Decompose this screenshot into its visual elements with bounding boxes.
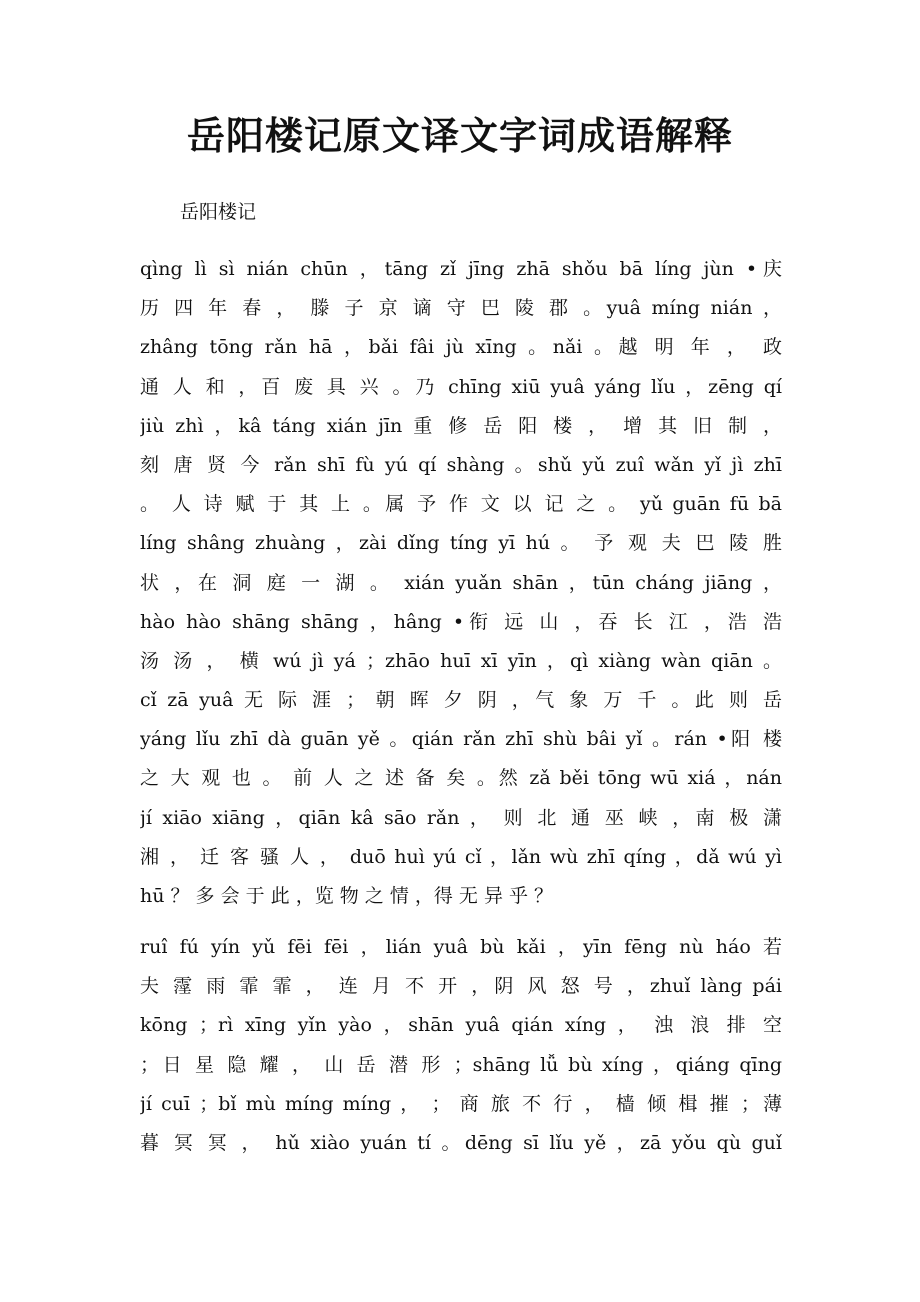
text-line: jí cuī ；bǐ mù míng míng ， ； 商 旅 不 行 ， 樯 倾 楫 摧 ；薄 [140,1092,782,1115]
text-line: 通 人 和 ，百 废 具 兴 。乃 chīng xiū yuâ yáng lǐu ，zēng qí [140,375,782,398]
document-subtitle: 岳阳楼记 [180,201,257,223]
text-line: 。 人 诗 赋 于 其 上 。属 予 作 文 以 记 之 。 yǔ guān fū bā [140,493,782,516]
text-line: 湘 ， 迁 客 骚 人 ， duō huì yú cǐ ，lǎn wù zhī qíng ，dǎ wú yì [140,845,782,868]
document-title: 岳阳楼记原文译文字词成语解释 [186,113,733,158]
text-line: ruî fú yín yǔ fēi fēi ，lián yuâ bù kǎi ，yīn fēng nù háo 若 [140,936,782,958]
text-line: 暮 冥 冥 ， hǔ xiào yuán tí 。dēng sī lǐu yě ，zā yǒu qù guǐ [140,1131,782,1154]
paragraph-1 [140,250,782,916]
text-line: 历 四 年 春 ， 滕 子 京 谪 守 巴 陵 郡 。yuâ míng nián ， [140,297,782,320]
text-line: kōng ；rì xīng yǐn yào ，shān yuâ qián xíng ， 浊 浪 排 空 [140,1014,782,1037]
text-line: cǐ zā yuâ 无 际 涯 ； 朝 晖 夕 阴 ，气 象 万 千 。此 则 岳 [140,689,782,712]
paragraph-2 [140,928,782,1163]
text-line: líng shâng zhuàng ，zài dǐng tíng yī hú 。 予 观 夫 巴 陵 胜 [140,532,782,555]
text-line: jí xiāo xiāng ，qiān kâ sāo rǎn ， 则 北 通 巫 峡 ，南 极 潇 [140,806,782,829]
text-line: hū ？ 多 会 于 此 ，览 物 之 情 ，得 无 异 乎 ？ [140,885,554,907]
text-line: 之 大 观 也 。 前 人 之 述 备 矣 。然 zǎ běi tōng wū xiá ，nán [140,767,782,790]
text-line: 状 ，在 洞 庭 一 湖 。 xián yuǎn shān ，tūn cháng jiāng ， [140,571,782,594]
text-line: 汤 汤 ， 横 wú jì yá ；zhāo huī xī yīn ，qì xiàng wàn qiān 。 [140,649,782,672]
text-line: zhâng tōng rǎn hā ，bǎi fâi jù xīng 。nǎi 。越 明 年 ， 政 [140,336,782,359]
text-line: jiù zhì ，kâ táng xián jīn 重 修 岳 阳 楼 ， 增 其 旧 制 ， [140,414,782,437]
text-line: 夫 霪 雨 霏 霏 ， 连 月 不 开 ，阴 风 怒 号 ，zhuǐ làng pái [140,975,782,998]
text-line: hào hào shāng shāng ，hâng •衔 远 山 ，吞 长 江 ，浩 浩 [140,610,782,633]
text-line: yáng lǐu zhī dà guān yě 。qián rǎn zhī shù bâi yǐ 。rán •阳 楼 [140,728,782,751]
text-line: qìng lì sì nián chūn ，tāng zǐ jīng zhā shǒu bā líng jùn •庆 [140,258,782,280]
text-line: 刻 唐 贤 今 rǎn shī fù yú qí shàng 。shǔ yǔ zuî wǎn yǐ jì zhī [140,453,782,476]
text-line: ；日 星 隐 耀 ， 山 岳 潜 形 ；shāng lǚ bù xíng ，qiáng qīng [140,1053,782,1076]
